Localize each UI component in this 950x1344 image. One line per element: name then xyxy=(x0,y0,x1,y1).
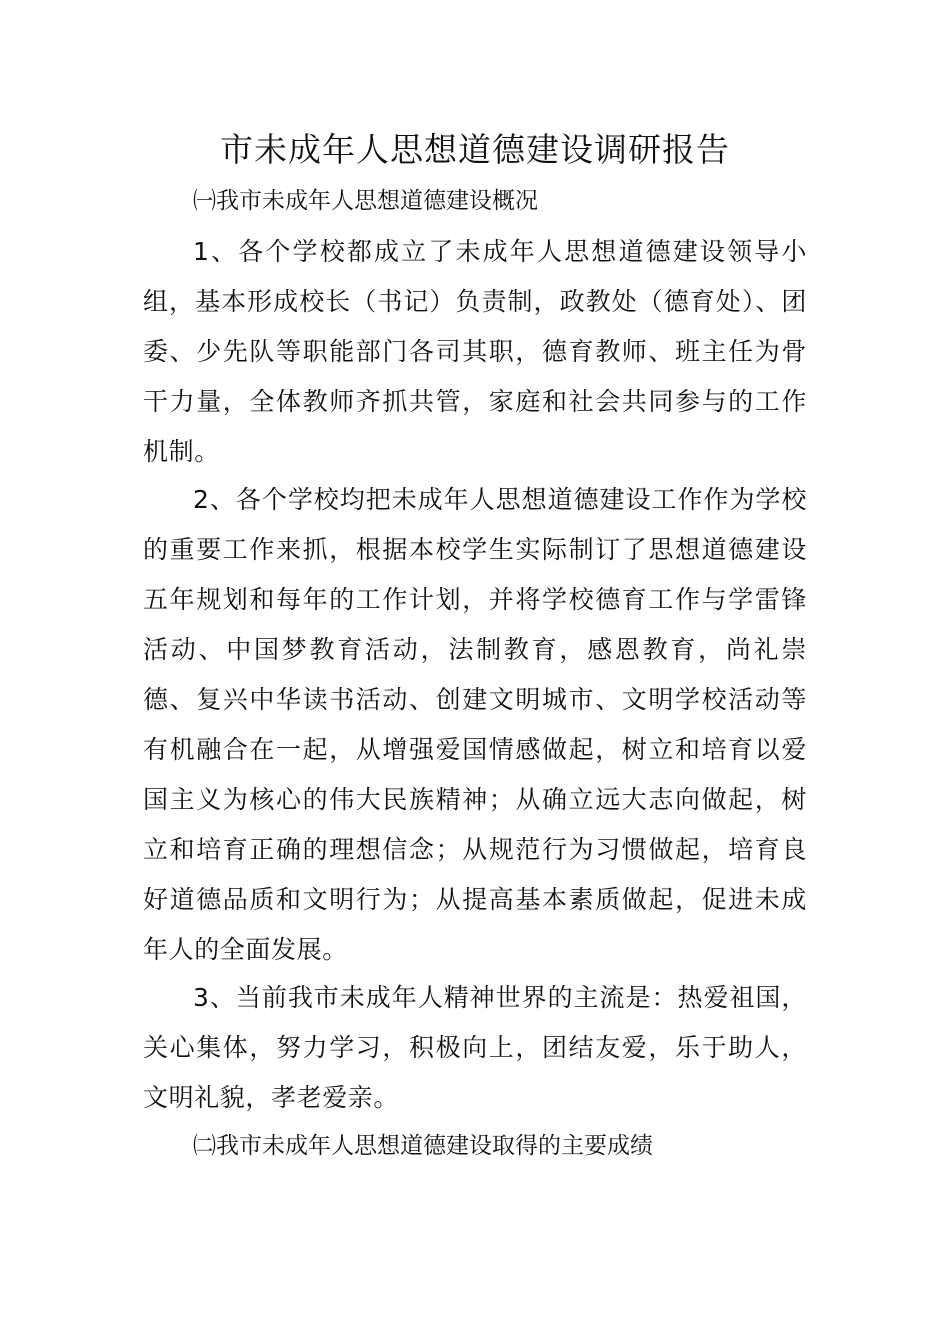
paragraph-1: 1、各个学校都成立了未成年人思想道德建设领导小组，基本形成校长（书记）负责制，政教处（德育处）、团委、少先队等职能部门各司其职，德育教师、班主任为骨干力量，全体教师齐抓共管，家庭和社会共同参与的工作机制。 xyxy=(143,237,807,466)
paragraph-2: 2、各个学校均把未成年人思想道德建设工作作为学校的重要工作来抓，根据本校学生实际制订了思想道德建设五年规划和每年的工作计划，并将学校德育工作与学雷锋活动、中国梦教育活动，法制教育，感恩教育，尚礼崇德、复兴中华读书活动、创建文明城市、文明学校活动等有机融合在一起，从增强爱国情感做起，树立和培育以爱国主义为核心的伟大民族精神；从确立远大志向做起，树立和培育正确的理想信念；从规范行为习惯做起，培育良好道德品质和文明行为；从提高基本素质做起，促进未成年人的全面发展。 xyxy=(143,485,807,964)
page-title: 市未成年人思想道德建设调研报告 xyxy=(220,130,730,169)
section-heading-achievements: ㈡我市未成年人思想道德建设取得的主要成绩 xyxy=(193,1133,653,1159)
paragraph-3: 3、当前我市未成年人精神世界的主流是：热爱祖国，关心集体，努力学习，积极向上，团结友爱，乐于助人，文明礼貌，孝老爱亲。 xyxy=(143,983,807,1112)
section-heading-overview: ㈠我市未成年人思想道德建设概况 xyxy=(193,188,538,214)
